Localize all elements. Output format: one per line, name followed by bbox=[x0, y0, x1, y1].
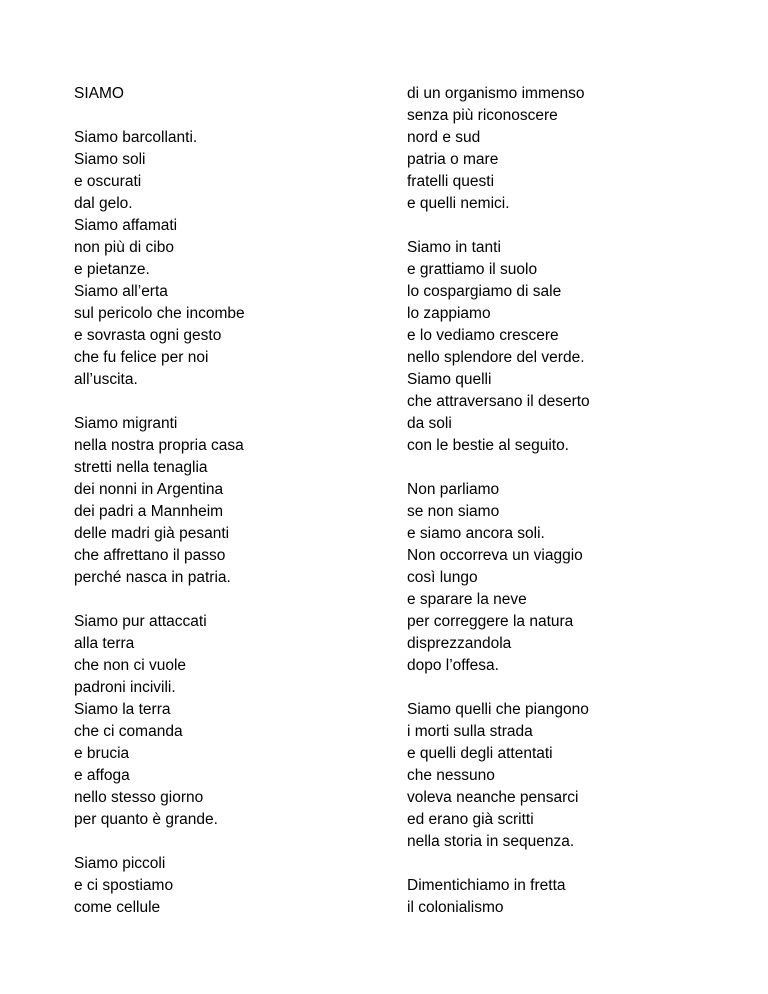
poem-line: alla terra bbox=[74, 635, 135, 652]
poem-line: lo cospargiamo di sale bbox=[407, 283, 562, 300]
stanza bbox=[74, 611, 374, 831]
poem-line: nello splendore del verde. bbox=[407, 349, 585, 366]
poem-line: se non siamo bbox=[407, 503, 500, 520]
stanza bbox=[407, 237, 737, 457]
stanza bbox=[74, 127, 374, 391]
poem-line: ed erano già scritti bbox=[407, 811, 534, 828]
poem-line: dei padri a Mannheim bbox=[74, 503, 224, 520]
poem-line: Siamo quelli che piangono bbox=[407, 701, 589, 718]
poem-line: Non occorreva un viaggio bbox=[407, 547, 583, 564]
poem-line: stretti nella tenaglia bbox=[74, 459, 208, 476]
poem-line: e pietanze. bbox=[74, 261, 150, 278]
poem-line: Siamo barcollanti. bbox=[74, 129, 198, 146]
stanza bbox=[407, 83, 737, 215]
poem-line: di un organismo immenso bbox=[407, 85, 585, 102]
poem-line: e ci spostiamo bbox=[74, 877, 174, 894]
poem-line: come cellule bbox=[74, 899, 161, 916]
poem-line: patria o mare bbox=[407, 151, 499, 168]
left-stanzas bbox=[74, 127, 374, 919]
poem-line: e lo vediamo crescere bbox=[407, 327, 559, 344]
poem-line: Siamo migranti bbox=[74, 415, 178, 432]
poem-line: fratelli questi bbox=[407, 173, 495, 190]
poem-line: Siamo affamati bbox=[74, 217, 178, 234]
poem-line: e sovrasta ogni gesto bbox=[74, 327, 222, 344]
poem-line: che attraversano il deserto bbox=[407, 393, 590, 410]
poem-title: SIAMO bbox=[74, 85, 124, 102]
poem-line: il colonialismo bbox=[407, 899, 504, 916]
poem-line: che affrettano il passo bbox=[74, 547, 226, 564]
poem-line: Siamo pur attaccati bbox=[74, 613, 207, 630]
poem-line: Siamo la terra bbox=[74, 701, 171, 718]
poem-line: Siamo quelli bbox=[407, 371, 492, 388]
poem-line: con le bestie al seguito. bbox=[407, 437, 569, 454]
poem-line: e affoga bbox=[74, 767, 130, 784]
poem-line: Siamo all’erta bbox=[74, 283, 168, 300]
poem-line: e sparare la neve bbox=[407, 591, 527, 608]
poem-line: da soli bbox=[407, 415, 452, 432]
stanza bbox=[74, 413, 374, 589]
poem-line: senza più riconoscere bbox=[407, 107, 558, 124]
poem-line: e siamo ancora soli. bbox=[407, 525, 545, 542]
stanza bbox=[74, 853, 374, 919]
stanza bbox=[407, 479, 737, 677]
poem-line: sul pericolo che incombe bbox=[74, 305, 245, 322]
left-column bbox=[74, 83, 374, 941]
poem-line: nord e sud bbox=[407, 129, 481, 146]
poem-line: disprezzandola bbox=[407, 635, 512, 652]
poem-line: e grattiamo il suolo bbox=[407, 261, 538, 278]
right-column bbox=[407, 83, 737, 941]
poem-line: perché nasca in patria. bbox=[74, 569, 231, 586]
poem-line: per correggere la natura bbox=[407, 613, 574, 630]
poem-line: voleva neanche pensarci bbox=[407, 789, 579, 806]
poem-line: che non ci vuole bbox=[74, 657, 187, 674]
poem-line: Dimentichiamo in fretta bbox=[407, 877, 566, 894]
poem-line: così lungo bbox=[407, 569, 478, 586]
stanza bbox=[407, 699, 737, 853]
right-stanzas bbox=[407, 83, 737, 919]
poem-line: lo zappiamo bbox=[407, 305, 491, 322]
poem-line: e oscurati bbox=[74, 173, 142, 190]
poem-line: Non parliamo bbox=[407, 481, 500, 498]
poem-line: nella nostra propria casa bbox=[74, 437, 244, 454]
poem-line: dei nonni in Argentina bbox=[74, 481, 224, 498]
poem-line: nella storia in sequenza. bbox=[407, 833, 575, 850]
poem-line: che fu felice per noi bbox=[74, 349, 209, 366]
poem-line: che ci comanda bbox=[74, 723, 183, 740]
poem-line: Siamo soli bbox=[74, 151, 146, 168]
poem-line: all’uscita. bbox=[74, 371, 138, 388]
poem-line: Siamo in tanti bbox=[407, 239, 501, 256]
poem-line: non più di cibo bbox=[74, 239, 174, 256]
poem-line: nello stesso giorno bbox=[74, 789, 204, 806]
poem-line: dopo l’offesa. bbox=[407, 657, 499, 674]
poem-line: delle madri già pesanti bbox=[74, 525, 230, 542]
poem-line: e quelli degli attentati bbox=[407, 745, 553, 762]
poem-line: padroni incivili. bbox=[74, 679, 176, 696]
poem-line: per quanto è grande. bbox=[74, 811, 218, 828]
poem-line: Siamo piccoli bbox=[74, 855, 166, 872]
poem-line: che nessuno bbox=[407, 767, 495, 784]
stanza bbox=[407, 875, 737, 919]
poem-line: e quelli nemici. bbox=[407, 195, 510, 212]
poem-line: i morti sulla strada bbox=[407, 723, 533, 740]
poem-line: dal gelo. bbox=[74, 195, 133, 212]
poem-line: e brucia bbox=[74, 745, 130, 762]
poem-title-block bbox=[74, 83, 374, 105]
